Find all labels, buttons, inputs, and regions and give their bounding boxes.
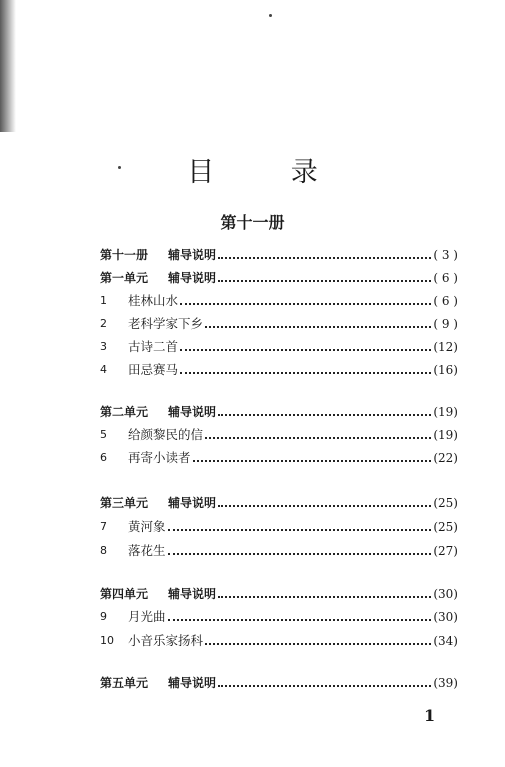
toc-entry[interactable] [100, 421, 458, 443]
leader-dots [218, 505, 431, 507]
entry-page: (12) [433, 340, 458, 354]
leader-dots [218, 596, 431, 598]
leader-dots [168, 619, 432, 621]
leader-dots [180, 349, 431, 351]
entry-number: 9 [100, 610, 107, 623]
entry-label: 第十一册 [100, 248, 149, 262]
entry-page: (19) [433, 428, 458, 442]
toc-entry[interactable] [100, 356, 458, 378]
entry-page: (25) [433, 520, 458, 534]
entry-number: 8 [100, 544, 107, 557]
entry-number: 1 [100, 294, 107, 307]
entry-page: (27) [433, 544, 458, 558]
entry-label: 第四单元 [100, 587, 149, 601]
toc-entry[interactable] [100, 398, 458, 420]
toc-entry[interactable] [100, 333, 458, 355]
entry-page: ( 3 ) [433, 248, 458, 262]
entry-number: 7 [100, 520, 107, 533]
toc-entry[interactable] [100, 603, 458, 625]
entry-page: (39) [433, 676, 458, 690]
entry-page: (30) [433, 610, 458, 624]
entry-page: (25) [433, 496, 458, 510]
entry-number: 4 [100, 363, 107, 376]
leader-dots [205, 437, 431, 439]
entry-page: (22) [433, 451, 458, 465]
entry-label: 第一单元 [100, 271, 149, 285]
entry-page: (34) [433, 634, 458, 648]
toc-entry[interactable] [100, 287, 458, 309]
leader-dots [218, 280, 431, 282]
entry-page: (19) [433, 405, 458, 419]
leader-dots [218, 257, 431, 259]
entry-page: (16) [433, 363, 458, 377]
volume-heading: 第十一册 [220, 213, 285, 232]
entry-label: 黄河象 [128, 519, 166, 534]
leader-dots [205, 326, 431, 328]
entry-sub: 辅导说明 [168, 587, 217, 601]
scan-speck [269, 14, 272, 17]
leader-dots [168, 553, 432, 555]
entry-label: 老科学家下乡 [128, 316, 204, 331]
entry-sub: 辅导说明 [168, 676, 217, 690]
entry-label: 桂林山水 [128, 293, 179, 308]
leader-dots [168, 529, 432, 531]
page-number: 1 [424, 706, 436, 725]
toc-entry[interactable] [100, 669, 458, 691]
leader-dots [193, 460, 432, 462]
entry-label: 古诗二首 [128, 339, 179, 354]
leader-dots [205, 643, 431, 645]
entry-label: 再寄小读者 [128, 450, 191, 465]
entry-page: ( 6 ) [433, 271, 458, 285]
toc-entry[interactable] [100, 627, 458, 649]
toc-entry[interactable] [100, 513, 458, 535]
scan-shadow [0, 0, 16, 132]
toc-entry[interactable] [100, 444, 458, 466]
entry-number: 2 [100, 317, 107, 330]
toc-entry[interactable] [100, 310, 458, 332]
entry-page: ( 9 ) [433, 317, 458, 331]
leader-dots [180, 303, 431, 305]
entry-sub: 辅导说明 [168, 405, 217, 419]
entry-label: 第五单元 [100, 676, 149, 690]
toc-entry[interactable] [100, 241, 458, 263]
leader-dots [218, 414, 431, 416]
toc-entry[interactable] [100, 537, 458, 559]
entry-page: ( 6 ) [433, 294, 458, 308]
entry-label: 月光曲 [128, 609, 166, 624]
entry-number: 10 [100, 634, 114, 647]
toc-entry[interactable] [100, 489, 458, 511]
leader-dots [180, 372, 431, 374]
toc-entry[interactable] [100, 264, 458, 286]
entry-sub: 辅导说明 [168, 496, 217, 510]
leader-dots [218, 685, 431, 687]
entry-label: 田忌赛马 [128, 362, 179, 377]
entry-label: 小音乐家扬科 [128, 633, 204, 648]
entry-label: 第二单元 [100, 405, 149, 419]
page-title: 目 录 [187, 157, 352, 188]
toc-entry[interactable] [100, 580, 458, 602]
entry-page: (30) [433, 587, 458, 601]
entry-label: 给颜黎民的信 [128, 427, 204, 442]
entry-number: 3 [100, 340, 107, 353]
entry-sub: 辅导说明 [168, 248, 217, 262]
entry-number: 6 [100, 451, 107, 464]
entry-label: 第三单元 [100, 496, 149, 510]
entry-label: 落花生 [128, 543, 166, 558]
entry-number: 5 [100, 428, 107, 441]
entry-sub: 辅导说明 [168, 271, 217, 285]
